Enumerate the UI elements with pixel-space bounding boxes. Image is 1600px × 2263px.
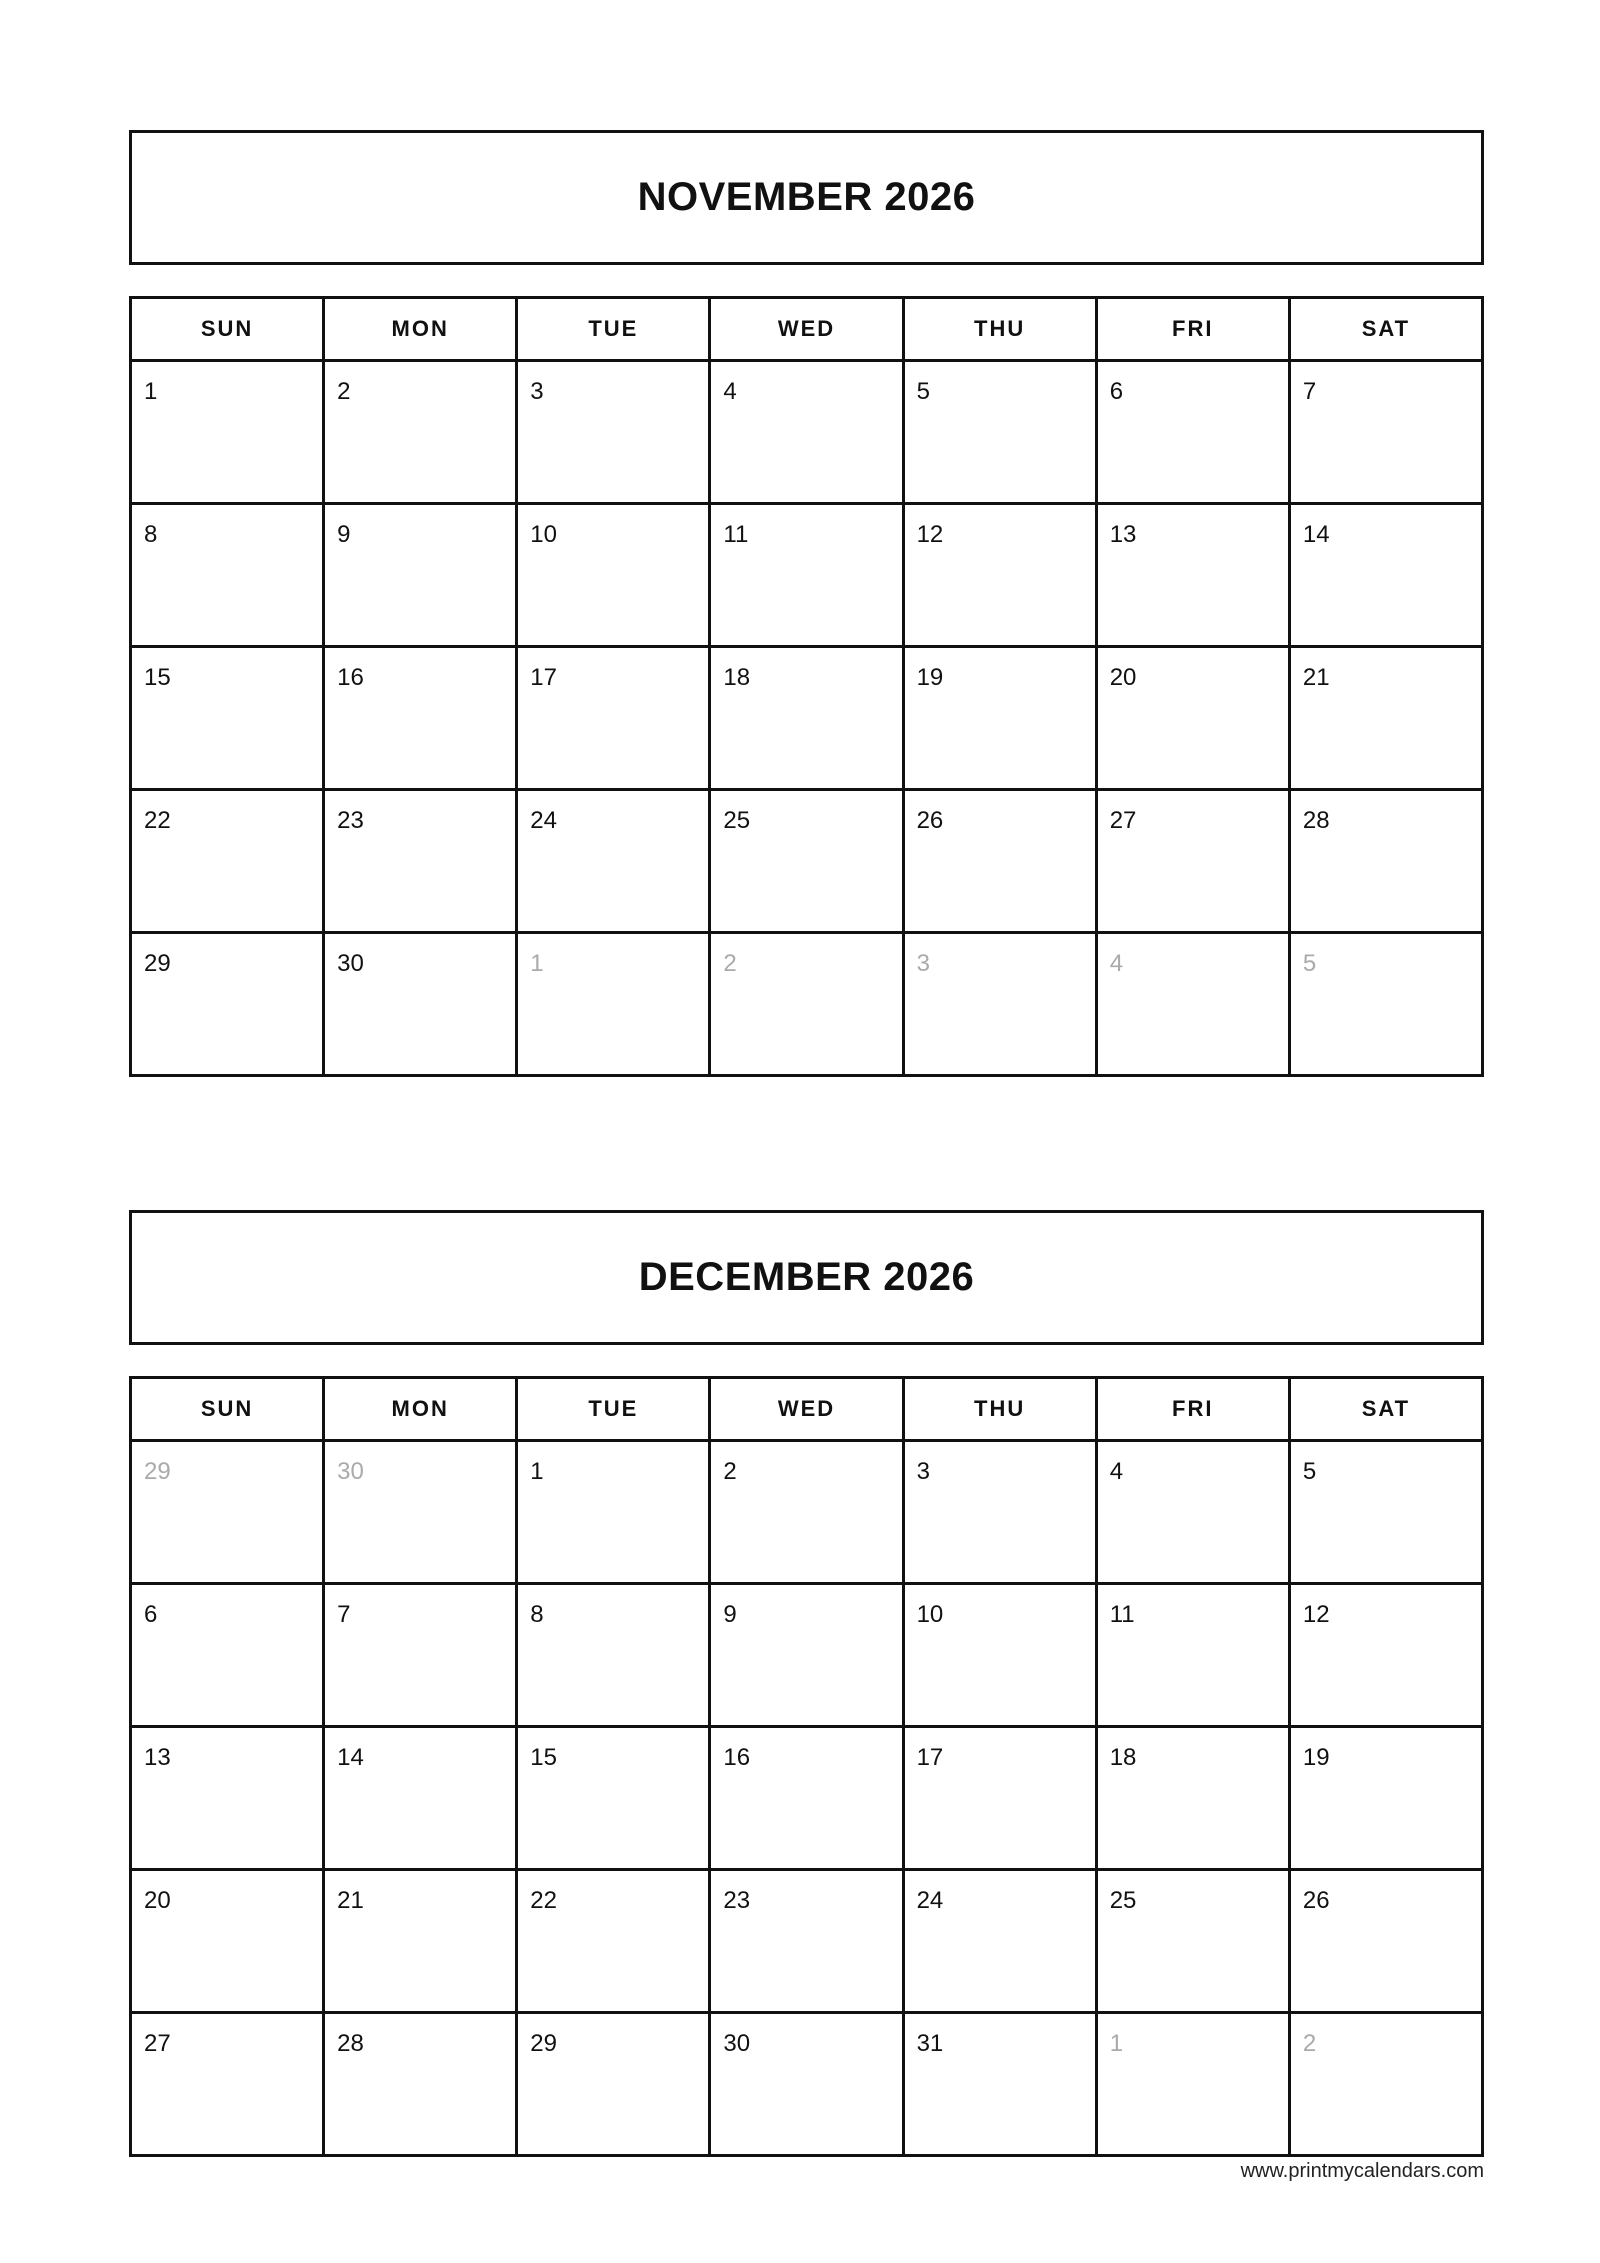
day-cell [1289,1727,1482,1870]
day-number: 2 [723,1458,737,1485]
day-number: 15 [530,1744,557,1771]
day-number: 2 [1302,2030,1317,2057]
day-number: 17 [916,1744,944,1771]
day-cell [131,1870,324,2013]
day-cell-adjacent-month [710,933,903,1076]
day-cell [131,2013,324,2156]
day-number: 23 [723,1887,751,1914]
day-number: 5 [916,378,930,405]
day-number: 26 [1302,1887,1330,1914]
day-cell [1096,1727,1289,1870]
day-cell [517,504,710,647]
week-row [131,790,1483,933]
day-cell [324,1870,517,2013]
day-number: 4 [1109,950,1124,977]
day-cell [131,647,324,790]
weekday-header: MON [324,1378,517,1441]
day-number: 18 [1109,1744,1137,1771]
day-cell [324,1584,517,1727]
day-number: 27 [144,2030,171,2057]
day-number: 18 [723,664,751,691]
day-number: 9 [723,1601,737,1628]
day-number: 11 [723,521,749,548]
calendar-grid [129,1376,1484,2157]
day-number: 5 [1302,1458,1317,1485]
day-number: 30 [337,950,364,977]
day-cell [131,361,324,504]
week-row [131,933,1483,1076]
day-number: 28 [1302,807,1330,834]
week-row [131,1727,1483,1870]
day-number: 24 [530,807,557,834]
day-number: 2 [337,378,351,405]
weekday-header-row [131,1378,1483,1441]
day-number: 28 [337,2030,364,2057]
day-cell [710,1727,903,1870]
day-number: 3 [530,378,544,405]
day-cell [1289,1584,1482,1727]
day-number: 1 [530,950,544,977]
day-number: 29 [144,1458,171,1485]
day-number: 8 [530,1601,544,1628]
day-number: 2 [723,950,737,977]
day-number: 21 [337,1887,364,1914]
day-cell [903,2013,1096,2156]
month-title-box [129,130,1484,265]
day-number: 22 [144,807,171,834]
day-cell [1096,1870,1289,2013]
weekday-header: SAT [1289,1378,1482,1441]
day-number: 3 [916,1458,930,1485]
day-cell [710,1870,903,2013]
day-number: 12 [1302,1601,1330,1628]
day-cell-adjacent-month [1289,933,1482,1076]
day-number: 24 [916,1887,944,1914]
month-title: DECEMBER 2026 [638,1255,975,1299]
day-number: 30 [723,2030,751,2057]
day-cell-adjacent-month [1289,2013,1482,2156]
day-cell-adjacent-month [324,1441,517,1584]
weekday-header: THU [903,298,1096,361]
day-number: 4 [1109,1458,1124,1485]
day-cell [710,504,903,647]
day-number: 30 [337,1458,364,1485]
weekday-header: SUN [131,1378,324,1441]
day-cell [324,1727,517,1870]
day-number: 9 [337,521,351,548]
day-cell [517,1727,710,1870]
day-cell [903,1870,1096,2013]
weekday-header: MON [324,298,517,361]
day-cell [1289,790,1482,933]
week-row [131,1441,1483,1584]
day-cell [517,361,710,504]
weekday-header: WED [710,298,903,361]
weekday-header: TUE [517,298,710,361]
day-cell-adjacent-month [131,1441,324,1584]
day-cell [1289,647,1482,790]
week-row [131,1584,1483,1727]
day-number: 11 [1109,1601,1135,1628]
day-cell [1096,361,1289,504]
day-cell [710,1441,903,1584]
day-cell [324,504,517,647]
day-cell [1289,1870,1482,2013]
day-number: 25 [1109,1887,1137,1914]
day-cell [517,1441,710,1584]
day-number: 25 [723,807,751,834]
day-number: 1 [1109,2030,1124,2057]
day-number: 29 [530,2030,557,2057]
day-number: 4 [723,378,737,405]
day-number: 16 [723,1744,751,1771]
weekday-header: FRI [1096,298,1289,361]
day-number: 14 [1302,521,1330,548]
day-cell [1096,790,1289,933]
day-number: 10 [530,521,557,548]
week-row [131,504,1483,647]
day-cell [517,2013,710,2156]
day-number: 6 [144,1601,158,1628]
day-number: 27 [1109,807,1137,834]
day-number: 5 [1302,950,1317,977]
day-number: 6 [1109,378,1124,405]
day-number: 19 [1302,1744,1330,1771]
day-cell [710,647,903,790]
calendar-month [129,130,1484,1077]
day-number: 29 [144,950,171,977]
day-number: 22 [530,1887,557,1914]
day-number: 12 [916,521,944,548]
weekday-header: TUE [517,1378,710,1441]
weekday-header: SUN [131,298,324,361]
day-number: 17 [530,664,557,691]
day-number: 21 [1302,664,1330,691]
day-cell [324,933,517,1076]
day-cell [517,1870,710,2013]
day-number: 31 [916,2030,944,2057]
day-number: 20 [144,1887,171,1914]
calendar-month [129,1210,1484,2157]
day-cell [903,1584,1096,1727]
week-row [131,1870,1483,2013]
day-number: 8 [144,521,158,548]
day-cell [1096,504,1289,647]
week-row [131,361,1483,504]
weekday-header-row [131,298,1483,361]
day-number: 1 [530,1458,544,1485]
day-number: 23 [337,807,364,834]
day-cell [710,790,903,933]
day-cell [1096,1441,1289,1584]
weekday-header: SAT [1289,298,1482,361]
day-cell [131,1584,324,1727]
day-cell [324,361,517,504]
weekday-header: FRI [1096,1378,1289,1441]
weekday-header: THU [903,1378,1096,1441]
month-title-box [129,1210,1484,1345]
day-cell-adjacent-month [1096,933,1289,1076]
day-cell [710,361,903,504]
day-cell [131,504,324,647]
day-cell [517,1584,710,1727]
day-number: 10 [916,1601,944,1628]
day-cell [324,790,517,933]
week-row [131,647,1483,790]
day-number: 14 [337,1744,364,1771]
day-cell [131,1727,324,1870]
day-cell [1096,647,1289,790]
day-cell [710,2013,903,2156]
day-number: 13 [144,1744,171,1771]
day-number: 3 [916,950,930,977]
day-number: 26 [916,807,944,834]
day-cell [1096,1584,1289,1727]
footer-website-url: www.printmycalendars.com [1240,2160,1484,2182]
day-cell [1289,1441,1482,1584]
day-cell [710,1584,903,1727]
day-cell [324,2013,517,2156]
day-number: 20 [1109,664,1137,691]
day-cell [903,647,1096,790]
day-cell-adjacent-month [1096,2013,1289,2156]
day-number: 7 [337,1601,351,1628]
day-cell [903,504,1096,647]
day-number: 1 [144,378,158,405]
weekday-header: WED [710,1378,903,1441]
day-cell [517,790,710,933]
day-cell [517,647,710,790]
day-cell [903,1727,1096,1870]
day-number: 19 [916,664,944,691]
day-cell [131,933,324,1076]
day-cell-adjacent-month [517,933,710,1076]
day-cell [903,1441,1096,1584]
day-cell [1289,504,1482,647]
day-number: 15 [144,664,171,691]
day-cell-adjacent-month [903,933,1096,1076]
day-cell [131,790,324,933]
day-cell [903,361,1096,504]
month-title: NOVEMBER 2026 [637,175,976,219]
day-cell [1289,361,1482,504]
day-number: 16 [337,664,364,691]
day-cell [903,790,1096,933]
day-number: 13 [1109,521,1137,548]
week-row [131,2013,1483,2156]
calendar-grid [129,296,1484,1077]
day-cell [324,647,517,790]
day-number: 7 [1302,378,1317,405]
